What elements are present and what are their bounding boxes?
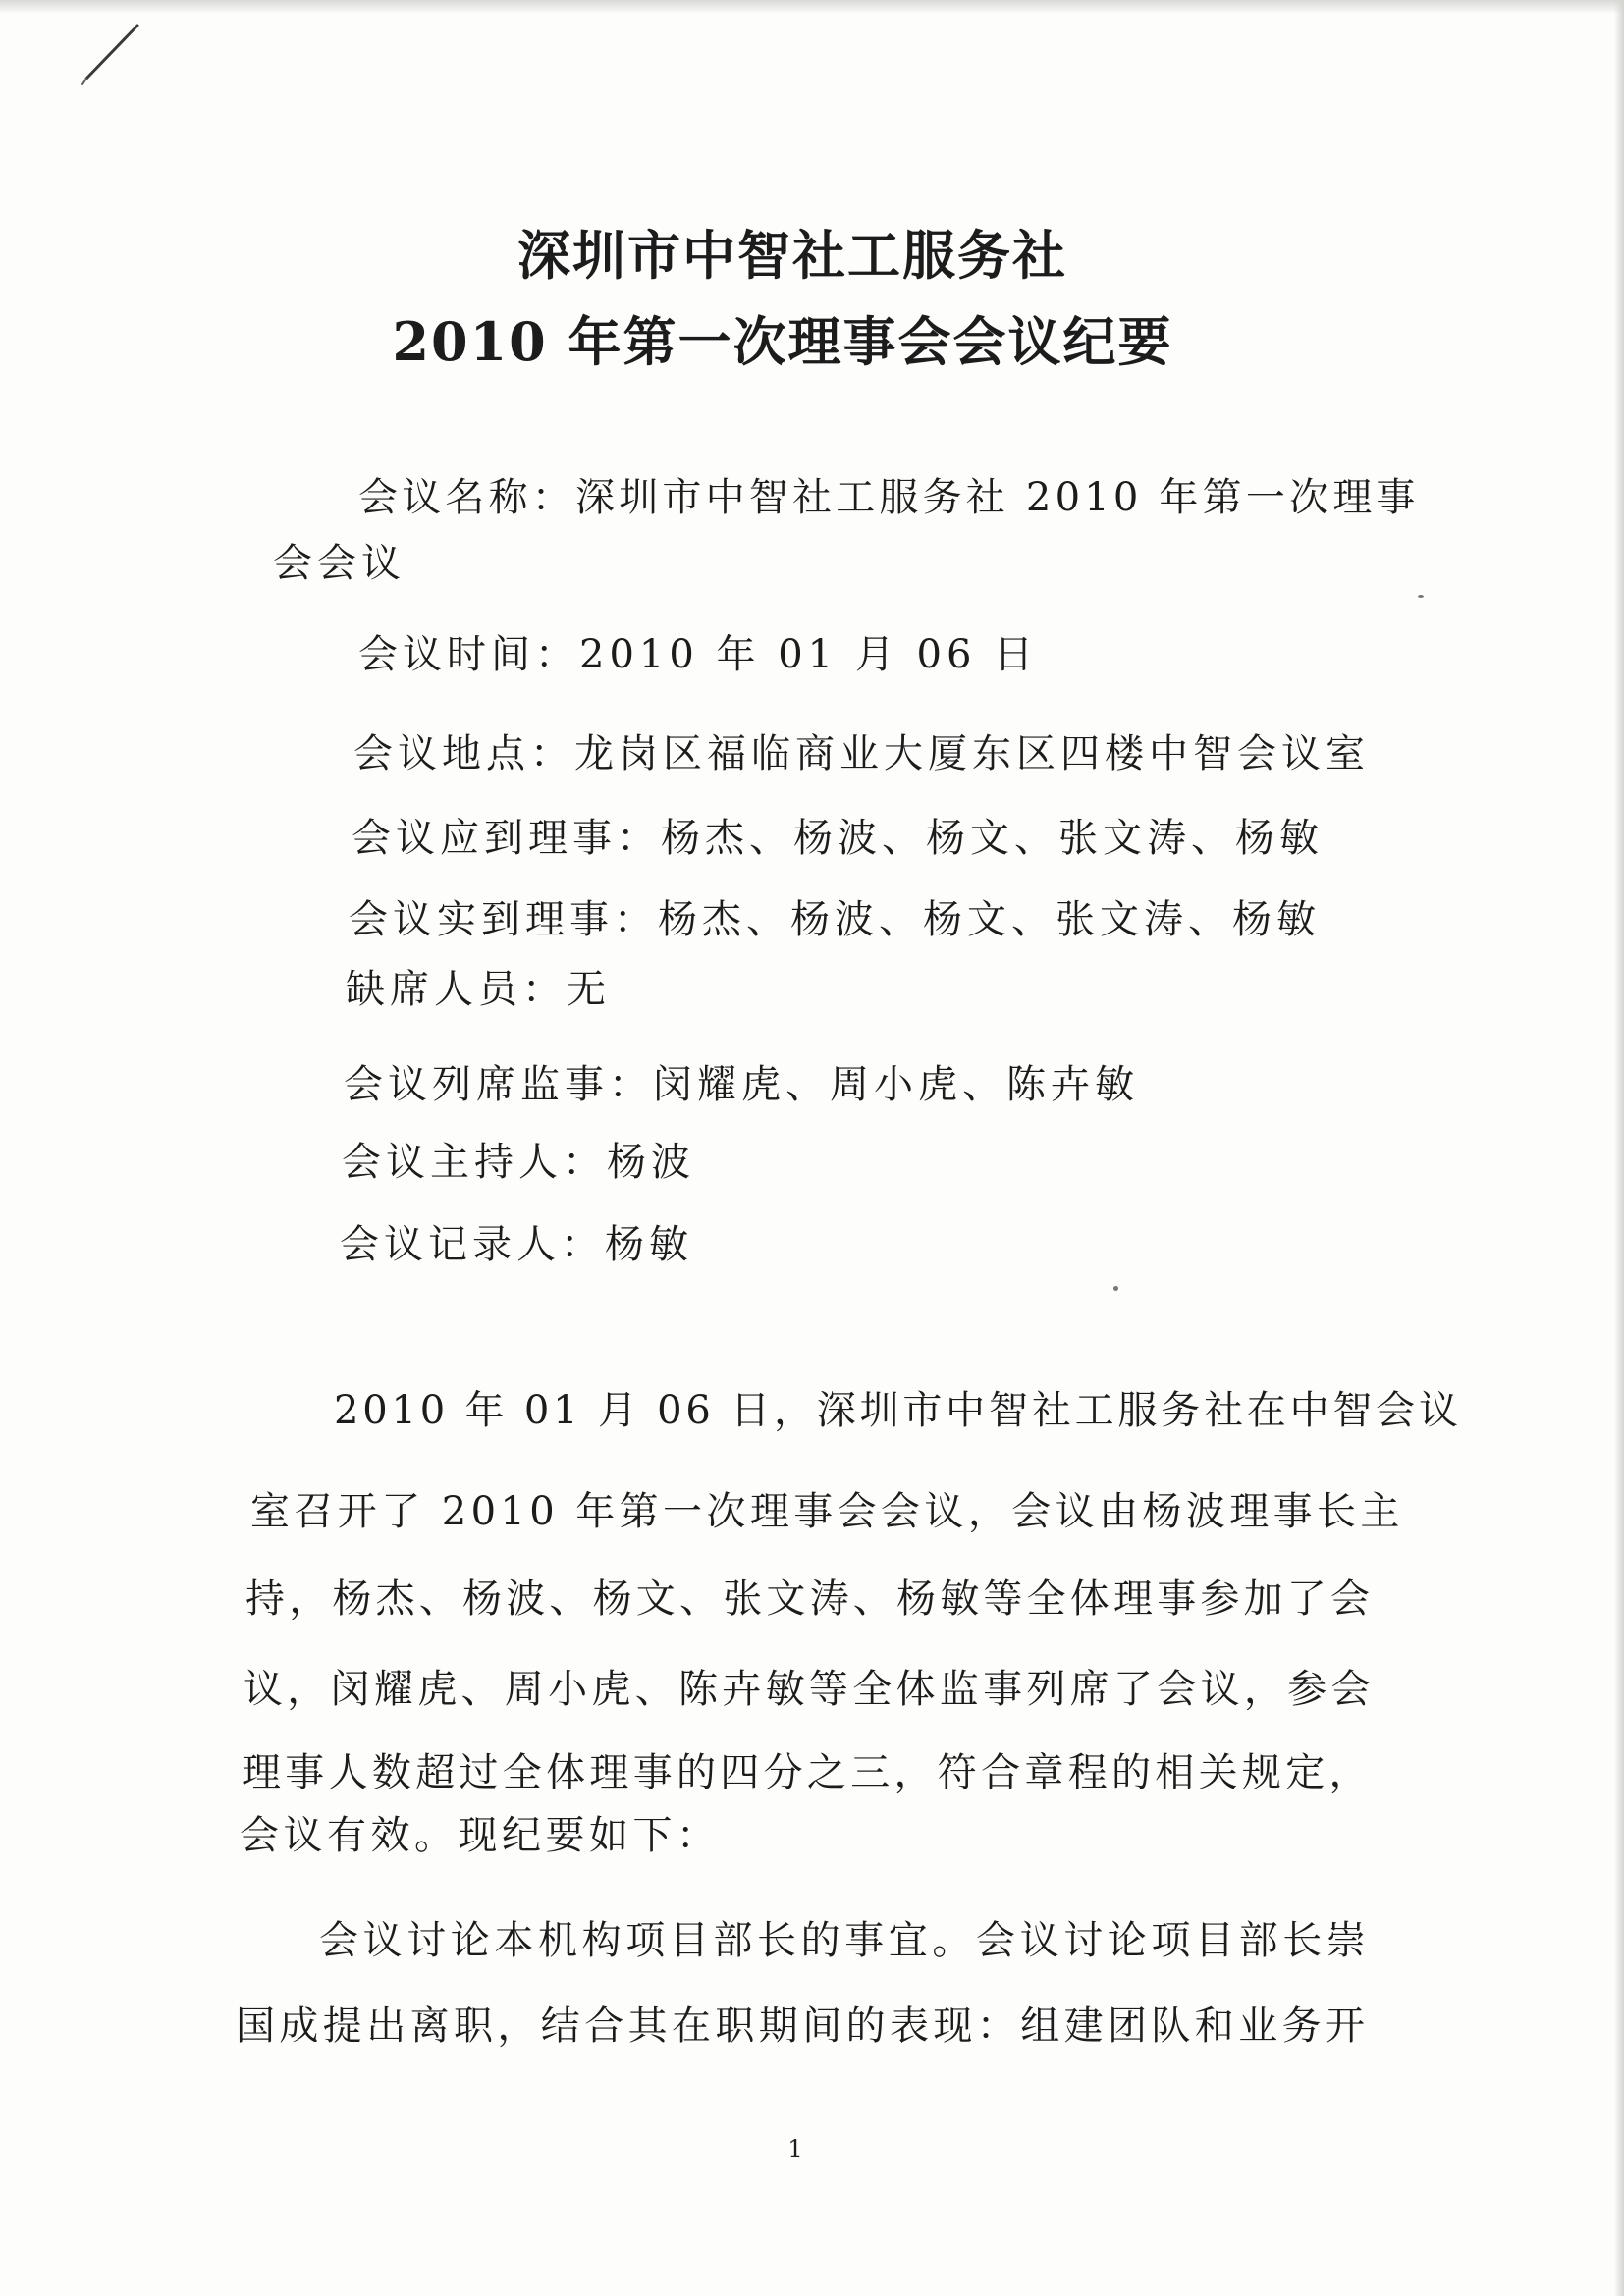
body-paragraph-line: 持，杨杰、杨波、杨文、张文涛、杨敏等全体理事参加了会 <box>245 1576 1375 1622</box>
info-meeting-location: 会议地点：龙岗区福临商业大厦东区四楼中智会议室 <box>353 731 1370 776</box>
body-paragraph-line: 国成提出离职，结合其在职期间的表现：组建团队和业务开 <box>236 2003 1370 2049</box>
page-number: 1 <box>787 2135 803 2163</box>
body-paragraph-line: 会议有效。现纪要如下： <box>240 1813 721 1858</box>
info-supervisors: 会议列席监事：闵耀虎、周小虎、陈卉敏 <box>344 1062 1139 1107</box>
scan-right-edge <box>1614 0 1624 2296</box>
body-paragraph-line: 室召开了 2010 年第一次理事会会议，会议由杨波理事长主 <box>250 1489 1404 1534</box>
info-host: 会议主持人：杨波 <box>342 1140 695 1185</box>
info-attending-directors: 会议实到理事：杨杰、杨波、杨文、张文涛、杨敏 <box>349 897 1321 942</box>
info-meeting-name-cont: 会会议 <box>273 541 406 586</box>
info-absent: 缺席人员：无 <box>346 967 611 1012</box>
body-paragraph-line: 理事人数超过全体理事的四分之三，符合章程的相关规定， <box>242 1750 1373 1795</box>
document-title: 深圳市中智社工服务社 <box>517 224 1067 287</box>
info-meeting-time: 会议时间：2010 年 01 月 06 日 <box>358 632 1039 677</box>
pen-stroke-mark <box>69 20 147 88</box>
scan-top-edge <box>0 0 1624 14</box>
scan-speck <box>1113 1286 1118 1291</box>
body-paragraph-line: 2010 年 01 月 06 日，深圳市中智社工服务社在中智会议 <box>334 1388 1462 1433</box>
body-paragraph-line: 议，闵耀虎、周小虎、陈卉敏等全体监事列席了会议，参会 <box>244 1667 1375 1712</box>
info-recorder: 会议记录人：杨敏 <box>340 1222 693 1267</box>
info-meeting-name: 会议名称：深圳市中智社工服务社 2010 年第一次理事 <box>358 475 1420 520</box>
body-paragraph-line: 会议讨论本机构项目部长的事宜。会议讨论项目部长崇 <box>319 1918 1371 1963</box>
document-subtitle: 2010 年第一次理事会会议纪要 <box>392 310 1173 373</box>
scan-speck <box>1418 595 1424 598</box>
info-expected-directors: 会议应到理事：杨杰、杨波、杨文、张文涛、杨敏 <box>352 816 1324 861</box>
